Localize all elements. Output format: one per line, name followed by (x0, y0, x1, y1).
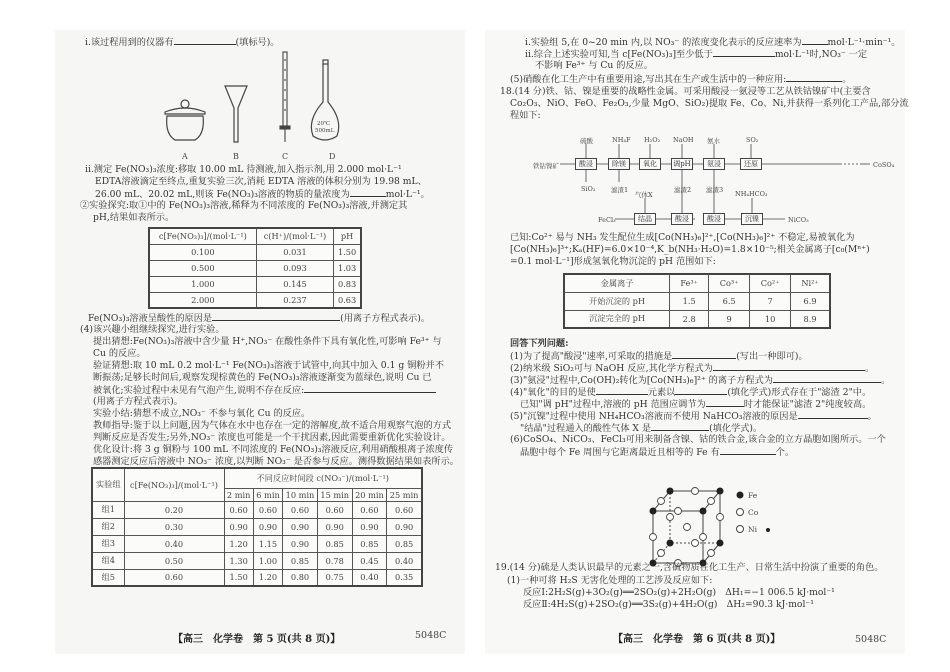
question-apparatus: ⅰ.该过程用到的仪器有 (填标号)。 (85, 37, 280, 48)
table-row: 0.100 0.031 1.50 (149, 244, 361, 260)
legend-ni: Ni (748, 525, 757, 534)
table-row: 开始沉淀的 pH 1.5 6.5 7 6.9 (564, 292, 830, 310)
apparatus-label-c: C (282, 152, 289, 161)
flow-step: 酸浸 (575, 158, 597, 170)
table-row: 组5 0.60 1.50 1.20 0.80 0.75 0.40 0.35 (92, 569, 422, 586)
flow-start: 铁钴镍矿 (533, 162, 559, 170)
flow-product: CoSO₄ (873, 161, 895, 169)
table-row: 组4 0.50 1.30 1.00 0.85 0.78 0.45 0.40 (92, 552, 422, 569)
question-ii-line1: ⅱ.测定 Fe(NO₃)₃浓度:移取 10.00 mL 待测液,加入指示剂,用 2.000 mol·L⁻¹ (85, 164, 402, 175)
table-row: 1.000 0.145 0.83 (149, 276, 361, 292)
legend-co: Co (748, 508, 759, 517)
apparatus-label-a: A (182, 152, 188, 161)
legend-ni-icon (737, 526, 744, 533)
page-footer: 【高三 化学卷 第 5 页(共 8 页)】 (173, 634, 341, 645)
no3-table: 实验组 c[Fe(NO₃)₃]/(mol·L⁻¹) 不同反应时间段 c(NO₃⁻)/(mol·L⁻¹) 2 min 6 min 10 min 15 min 20 min 25 min 组1 0.20 0.60 0.60 0.60 0.60 0.60 0.60 组2 0.30 0.90 0.90 0.90 0.90 0.90 0.90 组3 0.40 1.20 1.15 0.90 0.85 0.85 0.85 组4 0.50 1.30 1.00 0.85 0.78 0.45 0.40 组5 0.60 1.50 1.20 0.80 0.75 0.40 0.35 (91, 467, 423, 587)
page-footer: 【高三 化学卷 第 6 页(共 8 页)】 (613, 634, 781, 645)
legend-fe: Fe (748, 491, 758, 500)
flow-step: 酸浸 (671, 213, 693, 225)
question-ii-line3: 26.00 mL、20.02 mL,则该 Fe(NO₃)₃溶液的物质的量浓度为 mol·L⁻¹。 (95, 189, 430, 200)
exam-page-6: ⅰ.实验组 5,在 0~20 min 内,以 NO₃⁻ 的浓度变化表示的反应速率为 mol·L⁻¹·min⁻¹。 ⅱ.综合上述实验可知,当 c[Fe(NO₃)₃]至少低于 mol·L⁻¹时,NO₃⁻ 一定 不影响 Fe³⁺ 与 Cu 的反应。 (5)硝酸在化工生产中有重要用途,写出其在生产或生活中的一种应用: 。 18.(14 分)铁、钴、镍是重要的战略性金属。可采用酸浸一氨浸等工艺从铁钴镍矿中(主要含 Co₂O₃、NiO、FeO、Fe₂O₃,少量 MgO、SiO₂)提取 Fe、Co、Ni,并获得一系列化工产品,部分流 程如下: 硫酸 NH₄F H₂O₂ NaOH 氨水 SO₂ 铁钴镍矿 酸浸 除镁 氧化 调pH 氨浸 还原 CoSO₄ SiO₂ 滤渣1 滤渣2 滤渣3 气体X NH₄HCO₃ FeCl₃ 结晶 酸浸 酸浸 沉镍 NiCO₃ 已知:Co²⁺ 易与 NH₃ 发生配位生成[Co(NH₃)₆]²⁺,[Co(NH₃)₆]²⁺ 不稳定,易被氧化为 [Co(NH₃)₆]³⁺;Kₐ(HF)=6.0×10⁻⁴,K_b(NH₃·H₂O)=1.8×10⁻⁵;相关金属离子[c₀(Mⁿ⁺) =0.1 mol·L⁻¹]形成氢氧化物沉淀的 pH 范围如下: 金属离子 Fe³⁺ Co³⁺ Co²⁺ Ni²⁺ 开始沉淀的 pH 1.5 6.5 7 6.9 沉淀完全的 pH 2.8 9 10 8.9 回答下列问题: (1)为了提高"酸浸"速率,可采取的措施是 (写出一种即可)。 (2)纳米级 SiO₂可与 NaOH 反应,其化学方程式为 。 (3)"氨浸"过程中,Co(OH)₂转化为[Co(NH₃)₆]²⁺ 的离子方程式为 。 (4)"氧化"的目的是使 元素以 (填化学式)形式存在于"滤渣 2"中。 已知"调 pH"过程中,溶液的 pH 范围应调节为 时才能保证"滤渣 2"纯度较高。 (5)"沉镍"过程中使用 NH₄HCO₃溶液而不使用 NaHCO₃溶液的原因是 。 "结晶"过程通入的酸性气体 X 是 (填化学式)。 (6)CoSO₄、NiCO₃、FeCl₃可用来制备含镍、钴的铁合金,该合金的立方晶胞如图所示。一个 晶胞中每个 Fe 周围与它距离最近且相等的 Fe 有 个。 Fe Co Ni 19.(14 分)硫是人类认识最早的元素之一,含硫物质在化工生产、日常生活中扮演了重要的角色。 (1)一种可将 H₂S 无害化处理的工艺涉及反应如下: 反应Ⅰ:2H₂S(g)+3O₂(g)══2SO₂(g)+2H₂O(g) ΔH₁=−1 006.5 kJ·mol⁻¹ 反应Ⅱ:4H₂S(g)+2SO₂(g)══3S₂(g)+4H₂O(g) ΔH₂=90.3 kJ·mol⁻¹ 【高三 化学卷 第 6 页(共 8 页)】 5048C (485, 30, 905, 654)
apparatus-label-d: D (329, 152, 336, 161)
table-row: 组3 0.40 1.20 1.15 0.90 0.85 0.85 0.85 (92, 535, 422, 552)
flow-step: 酸浸 (703, 213, 725, 225)
no-gas-line: 被氧化;实验过程中未见有气泡产生,说明不存在反应: (93, 384, 436, 397)
crucible-icon (165, 100, 205, 140)
flow-step: 除镁 (608, 158, 630, 170)
funnel-icon (225, 86, 247, 142)
question-2-line2: pH,结果如表所示。 (93, 212, 175, 223)
answer-blank[interactable] (350, 188, 386, 197)
table-row: 0.500 0.093 1.03 (149, 260, 361, 276)
table-row: 组2 0.30 0.90 0.90 0.90 0.90 0.90 0.90 (92, 518, 422, 535)
rate-question: ⅰ.实验组 5,在 0~20 min 内,以 NO₃⁻ 的浓度变化表示的反应速率为 mol·L⁻¹·min⁻¹。 (525, 37, 901, 48)
flow-step: 还原 (740, 158, 762, 170)
table-row: 2.000 0.237 0.63 (149, 292, 361, 308)
legend-fe-icon (737, 492, 744, 499)
answer-blank[interactable] (304, 384, 436, 393)
exam-code: 5048C (415, 630, 447, 641)
apparatus-figure (55, 30, 465, 160)
legend-co-icon (737, 509, 744, 516)
question-ii-line2: EDTA溶液滴定至终点,重复实验三次,消耗 EDTA 溶液的体积分别为 19.98 mL、 (95, 176, 427, 187)
flow-step: 结晶 (634, 213, 656, 225)
crystal-cell-diagram (485, 30, 905, 590)
table-row: 组1 0.20 0.60 0.60 0.60 0.60 0.60 0.60 (92, 501, 422, 518)
apparatus-label-b: B (233, 152, 239, 161)
nitric-acid-question: (5)硝酸在化工生产中有重要用途,写出其在生产或生活中的一种应用: 。 (510, 74, 852, 85)
acidity-question: Fe(NO₃)₃溶液呈酸性的原因是 (用离子方程式表示)。 (88, 313, 430, 324)
metal-ion-table: 金属离子 Fe³⁺ Co³⁺ Co²⁺ Ni²⁺ 开始沉淀的 pH 1.5 6.5 7 6.9 沉淀完全的 pH 2.8 9 10 8.9 (563, 273, 831, 329)
flow-step: 沉镍 (741, 213, 763, 225)
flask-mark-temp: 20℃ (317, 121, 331, 127)
answer-blank[interactable] (212, 312, 340, 321)
flow-step: 调pH (671, 158, 693, 170)
question-2-line1: ②实验探究:取①中的 Fe(NO₃)₃溶液,稀释为不同浓度的 Fe(NO₃)₃溶液,并测定其 (80, 200, 408, 211)
flow-step: 氨浸 (703, 158, 725, 170)
flow-step: 氧化 (639, 158, 661, 170)
ph-table: c[Fe(NO₃)₃]/(mol·L⁻¹) c(H⁺)/(mol·L⁻¹) pH 0.100 0.031 1.50 0.500 0.093 1.03 1.000 0.145 0.83 2.000 0.237 0.63 (148, 227, 362, 309)
flask-mark-volume: 500mL (315, 128, 335, 134)
table-row: 沉淀完全的 pH 2.8 9 10 8.9 (564, 310, 830, 328)
exam-code: 5048C (855, 634, 887, 645)
burette-icon (280, 52, 290, 142)
threshold-question: ⅱ.综合上述实验可知,当 c[Fe(NO₃)₃]至少低于 mol·L⁻¹时,NO₃⁻ 一定 (525, 49, 868, 60)
exam-page-5: ⅰ.该过程用到的仪器有 (填标号)。 20℃ 500mL A B C D ⅱ.测定 Fe(NO₃)₃浓度:移取 10.00 mL 待测液,加入指示剂,用 2.000 mol·L⁻¹ EDTA溶液滴定至终点,重复实验三次,消耗 EDTA 溶液的体积分别为 19.98 mL、 26.00 mL、20.02 mL,则该 Fe(NO₃)₃溶液的物质的量浓度为 mol·L⁻¹。 ②实验探究:取①中的 Fe(NO₃)₃溶液,稀释为不同浓度的 Fe(NO₃)₃溶液,并测定其 pH,结果如表所示。 c[Fe(NO₃)₃]/(mol·L⁻¹) c(H⁺)/(mol·L⁻¹) pH 0.100 0.031 1.50 0.500 0.093 1.03 1.000 0.145 0.83 2.000 0.237 0.63 Fe(NO₃)₃溶液呈酸性的原因是 (用离子方程式表示)。 (4)该兴趣小组继续探究,进行实验。 提出猜想:Fe(NO₃)₃溶液中含少量 H⁺,NO₃⁻ 在酸性条件下具有氧化性,可影响 Fe³⁺ 与 Cu 的反应。 验证猜想:取 10 mL 0.2 mol·L⁻¹ Fe(NO₃)₃溶液于试管中,向其中加入 0.1 g 铜粉并不 断振荡;足够长时间后,观察发现棕黄色的 Fe(NO₃)₃溶液逐渐变为蓝绿色,说明 Cu 已 被氧化;实验过程中未见有气泡产生,说明不存在反应: (用离子方程式表示)。 实验小结:猜想不成立,NO₃⁻ 不参与氧化 Cu 的反应。 教师指导:鉴于以上问题,因为气体在水中也存在一定的溶解度,故不适合用观察气泡的方式 判断反应是否发生;另外,NO₃⁻ 浓度也可能是一个干扰因素,因此需要重新优化实验设计。 优化设计:将 3 g 铜粉与 100 mL 不同浓度的 Fe(NO₃)₃溶液反应,利用硝酸根离子浓度传 感器测定反应后溶液中 NO₃⁻ 浓度,以判断 NO₃⁻ 是否参与反应。测得数据结果如表所示。 实验组 c[Fe(NO₃)₃]/(mol·L⁻¹) 不同反应时间段 c(NO₃⁻)/(mol·L⁻¹) 2 min 6 min 10 min 15 min 20 min 25 min 组1 0.20 0.60 0.60 0.60 0.60 0.60 0.60 组2 0.30 0.90 0.90 0.90 0.90 0.90 0.90 组3 0.40 1.20 1.15 0.90 0.85 0.85 0.85 组4 0.50 1.30 1.00 0.85 0.78 0.45 0.40 组5 0.60 1.50 1.20 0.80 0.75 0.40 0.35 【高三 化学卷 第 5 页(共 8 页)】 5048C (55, 30, 465, 654)
